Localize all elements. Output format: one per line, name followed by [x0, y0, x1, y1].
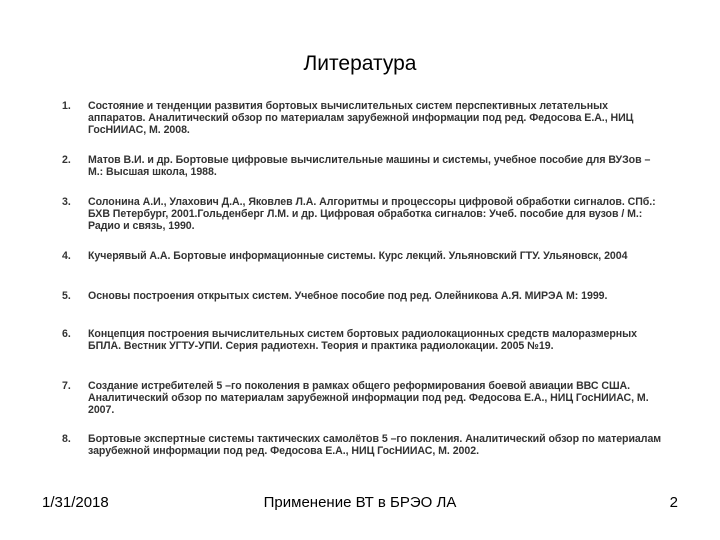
reference-number: 3. — [62, 196, 71, 208]
reference-number: 4. — [62, 250, 71, 262]
reference-number: 1. — [62, 100, 71, 112]
reference-text: Создание истребителей 5 –го поколения в рамках общего реформирования боевой авиации ВВС США. Аналитический обзор по материалам зарубежной информации под ред. Федосова Е.А., НИЦ ГосНИИАС, М. 2007. — [88, 380, 649, 416]
reference-text: Бортовые экспертные системы тактических самолётов 5 –го покления. Аналитический обзор по материалам зарубежной информации под ред. Федосова Е.А., НИЦ ГосНИИАС, М. 2002. — [88, 433, 662, 457]
footer-title: Применение ВТ в БРЭО ЛА — [263, 494, 457, 511]
reference-item-6 — [62, 328, 662, 352]
slide-title: Литература — [303, 52, 417, 75]
reference-item-4 — [62, 250, 662, 262]
reference-number: 8. — [62, 433, 71, 445]
reference-number: 6. — [62, 328, 71, 340]
reference-text: Состояние и тенденции развития бортовых вычислительных систем перспективных летательных аппаратов. Аналитический обзор по материалам зарубежной информации под ред. Федосова Е.А., НИЦ ГосНИИАС, М. 2008. — [88, 100, 634, 136]
reference-item-7 — [62, 380, 662, 416]
reference-text: Солонина А.И., Улахович Д.А., Яковлев Л.А. Алгоритмы и процессоры цифровой обработки сигналов. СПб.: БХВ Петербург, 2001.Гольденберг Л.М. и др. Цифровая обработка сигналов: Учеб. пособие для вузов / М.: Радио и связь, 1990. — [88, 196, 656, 232]
footer-date: 1/31/2018 — [42, 494, 109, 511]
reference-text: Матов В.И. и др. Бортовые цифровые вычислительные машины и системы, учебное пособие для ВУЗов – М.: Высшая школа, 1988. — [88, 154, 651, 178]
reference-item-1 — [62, 100, 662, 136]
page-number: 2 — [669, 494, 678, 511]
reference-text: Кучерявый А.А. Бортовые информационные системы. Курс лекций. Ульяновский ГТУ. Ульяновск, 2004 — [88, 250, 628, 262]
reference-item-2 — [62, 154, 662, 178]
reference-text: Концепция построения вычислительных систем бортовых радиолокационных средств малоразмерных БПЛА. Вестник УГТУ-УПИ. Серия радиотехн. Теория и практика радиолокации. 2005 №19. — [88, 328, 637, 352]
reference-text: Основы построения открытых систем. Учебное пособие под ред. Олейникова А.Я. МИРЭА М: 1999. — [88, 290, 608, 302]
reference-item-5 — [62, 290, 662, 302]
reference-item-8 — [62, 433, 662, 457]
reference-number: 7. — [62, 380, 71, 392]
reference-number: 2. — [62, 154, 71, 166]
reference-number: 5. — [62, 290, 71, 302]
reference-item-3 — [62, 196, 662, 232]
